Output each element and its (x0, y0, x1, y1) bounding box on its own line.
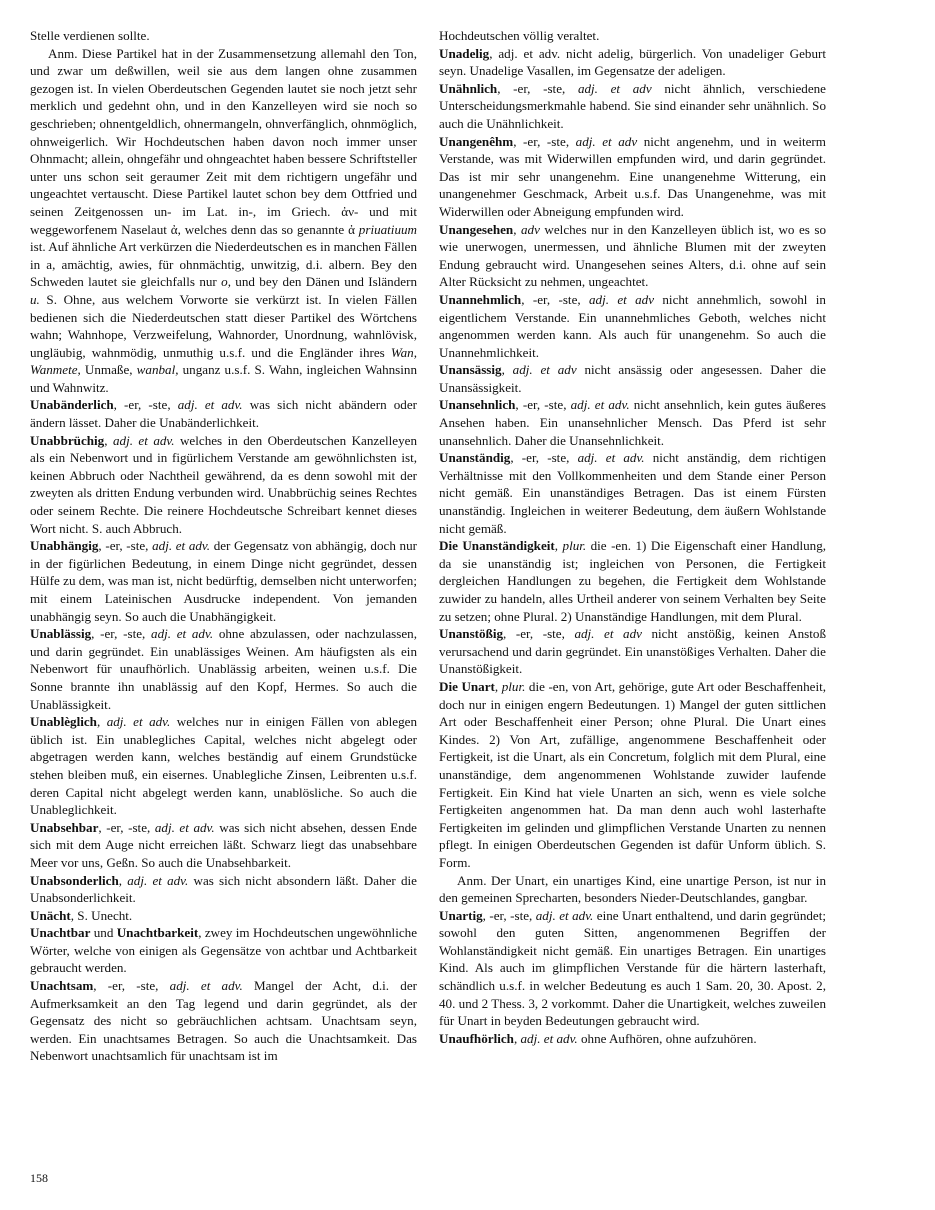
entry-italic-text: plur. (501, 678, 526, 694)
entry-headword: Unartig (439, 907, 483, 923)
entry-text: , S. Unecht. (70, 907, 133, 923)
entry-headword: Unabänderlich (30, 397, 114, 413)
entry-text: nicht ansehnlich, kein gutes äußeres Ansehen haben. Ein unansehnlicher Mensch. Das Pferd ist sehr unansehnlich. Daher die Unansehnlichkeit. (439, 397, 826, 448)
entry-text: , -er, -ste, (98, 819, 155, 835)
entry-headword: Unabhängig (30, 538, 99, 554)
dictionary-entry (439, 1030, 826, 1048)
entry-headword: Unannehmlich (439, 291, 522, 307)
entry-italic-text: Wan, Wanmete, (30, 344, 417, 378)
entry-text: nicht anstößig, keinen Anstoß verursachend und darin gegründet. Ein unanstößiges Verhalten. Daher die Unanstößigkeit. (439, 626, 826, 677)
entry-italic-text: plur. (562, 538, 587, 554)
entry-headword: Unachtsam (30, 978, 94, 994)
entry-italic-text: adj. et adv. (177, 397, 243, 413)
dictionary-entry (30, 872, 417, 907)
entry-italic-text: adj. et adv. (535, 907, 594, 923)
entry-headword: Die Unanständigkeit (439, 538, 555, 554)
entry-text: , -er, -ste, (503, 626, 575, 642)
entry-text: , -er, -ste, (93, 978, 170, 994)
entry-text: was sich nicht absondern läßt. Daher die Unabsonderlichkeit. (30, 872, 417, 906)
entry-headword: Unächt (30, 907, 71, 923)
entry-headword: Die Unart (439, 678, 495, 694)
entry-text: und (90, 925, 117, 941)
entry-headword: Unanständig (439, 450, 511, 466)
entry-text: welches in den Oberdeutschen Kanzelleyen als ein Nebenwort und in figürlichem Verstande am gewöhnlichsten ist, keinen Abbruch oder Nachtheil gewährend, da es denn sowohl mit der zweyten als dritten Endung verbunden wird. Unabbrüchig seines Rechtes oder seinem Rechte. Die reinere Hochdeutsche Schreibart kennet dieses Wort nicht. S. auch Abbruch. (30, 432, 417, 536)
entry-headword: Unabbrüchig (30, 432, 105, 448)
dictionary-entry (30, 396, 417, 431)
entry-text: unganz u.s.f. S. Wahn, ingleichen Wahnsinn und Wahnwitz. (30, 362, 417, 395)
entry-text: , zwey im Hochdeutschen ungewöhnliche Wörter, welche von einigen als Gegensätze von achtbar und Achtbarkeit gebraucht werden. (30, 925, 418, 976)
entry-text: nicht ähnlich, verschiedene Unterscheidungsmerkmahle habend. Sie sind einander sehr unähnlich. So auch die Unähnlichkeit. (439, 80, 826, 131)
entry-italic-text: adj. et adv (577, 80, 652, 96)
entry-text: die -en, von Art, gehörige, gute Art oder Beschaffenheit, doch nur in einigen engern Bedeutungen. 1) Mangel der guten sittlichen Art oder Beschaffenheit einer Person; ohne Plural. Die Unart eines Kindes. 2) Von Art, zufällige, angenommene Beschaffenheit oder Fertigkeit, ist die Unart, als ein Concretum, folglich mit dem Plural, eine unanständige, dem angenommenen Wohlstande zuwider laufende Fertigkeit. Ein Kind hat viele Unarten an sich, wenn es viele solche Fertigkeiten angenommen hat. Da man denn auch wohl lasterhafte Fertigkeiten im gelinden und glimpflichen Verstande Unarten zu nennen pflegt. In einigen Oberdeutschen Gegenden ist dafür Unform üblich. S. Form. (439, 678, 827, 870)
entry-italic-text: adj. et adv. (112, 432, 175, 448)
right-column (439, 27, 826, 1047)
entry-text: der Gegensatz von abhängig, doch nur in der figürlichen Bedeutung, in einem Dinge nicht gegründet, dessen Hülfe zu dem, was man ist, nicht bedürftig, demselben nicht unterworfen; mit einem Lateinischen Ausdrucke independent. Von jemanden unabhängig seyn. So auch die Unabhängigkeit. (30, 538, 417, 624)
entry-text: , (501, 362, 513, 378)
entry-text: , (494, 678, 502, 694)
entry-italic-text: u. (30, 291, 40, 307)
dictionary-entry (30, 537, 417, 625)
entry-text: , -er, -ste, (482, 907, 536, 923)
entry-text: , -er, -ste, (91, 626, 152, 642)
entry-text: Anm. Diese Partikel hat in der Zusammensetzung allemahl den Ton, und zwar um deßwillen, weil sie aus dem langen ohne zusammen gezogen ist. In vielen Oberdeutschen Gegenden lautet sie noch jetzt sehr merklich und gedehnt ohn, und in den Kanzelleyen wird sie noch so geschrieben; ohnentgeldlich, ohnermangeln, ohnverfänglich, ohnmöglich, ohnweigerlich. Wir Hochdeutschen haben davon noch immer unser Ohnmacht; allein, ohngefähr und ohngeachtet haben bessere Schriftsteller unter uns schon seit geraumer Zeit mit dem richtigern ungefähr und ungeachtet vertauscht. Diese Partikel lautet schon bey dem Ottfried und seinen Zeitgenossen un- im Lat. in-, im Griech. ἀν- und mit weggeworfenem Naselaut ἀ, welches denn das so genannte ἀ (30, 45, 417, 237)
entry-headword: Unadelig (439, 45, 490, 61)
entry-headword: Unabsonderlich (30, 872, 119, 888)
dictionary-entry (439, 27, 826, 45)
dictionary-entry (30, 432, 417, 538)
entry-italic-text: adj. et adv. (106, 714, 171, 730)
dictionary-entry (30, 45, 417, 397)
entry-italic-text: adj. et adv. (570, 397, 630, 413)
entry-text: Unmaße, (80, 362, 137, 378)
entry-headword: Unansässig (439, 362, 502, 378)
entry-italic-text: adj. et adv. (520, 1030, 578, 1046)
entry-headword: Unangesehen (439, 221, 514, 237)
dictionary-entry (439, 291, 826, 361)
entry-text: eine Unart enthaltend, und darin gegründet; sowohl den guten Sitten, angenommenen Begriffen der Wohlanständigkeit nicht gemäß. Ein unartiges Betragen. Ein unartiges Kind. Als auch im glimpflichen Verstande für die härtern lasterhaft, schändlich u.s.f. in welcher Bedeutung es auch 1 Sam. 20, 30. Apost. 2, 40. und 2 Thess. 3, 2 vorkommt. Daher die Unartigkeit, welches zuweilen für Unart in beyden Bedeutungen gebraucht wird. (439, 907, 827, 1029)
entry-headword: Unachtbar (30, 925, 91, 941)
entry-italic-text: adj. et adv (574, 626, 642, 642)
entry-text: Mangel der Acht, d.i. der Aufmerksamkeit an den Tag legend und darin gegründet, als der Gegensatz des nicht so gebräuchlichen achtsam. Unachtsam seyn, werden. Ein unachtsames Betragen. So auch die Unachtsamkeit. Das Nebenwort unachtsamlich für unachtsam ist im (30, 978, 417, 1064)
dictionary-entry (439, 45, 826, 80)
entry-italic-text: adj. et adv. (154, 819, 215, 835)
dictionary-entry (439, 396, 826, 449)
entry-text: , (118, 872, 128, 888)
entry-headword: Unähnlich (439, 80, 498, 96)
entry-text: Anm. Der Unart, ein unartiges Kind, eine unartige Person, ist nur in den gemeinen Sprecharten, besonders Nieder-Deutschlandes, gangbar. (439, 872, 826, 906)
dictionary-entry (439, 221, 826, 291)
entry-text: , (104, 432, 113, 448)
entry-headword: Unaufhörlich (439, 1030, 514, 1046)
entry-text: , -er, -ste, (510, 450, 578, 466)
dictionary-entry (30, 819, 417, 872)
page-number: 158 (30, 1171, 48, 1185)
entry-headword: Unabsehbar (30, 819, 99, 835)
entry-text: Stelle verdienen sollte. (30, 28, 150, 43)
dictionary-entry (30, 625, 417, 713)
entry-text: , (513, 1030, 521, 1046)
entry-text: , (554, 538, 563, 554)
entry-italic-text: adj. et adv (512, 362, 577, 378)
dictionary-entry (30, 977, 417, 1065)
entry-headword: Unablässig (30, 626, 92, 642)
dictionary-entry (439, 872, 826, 907)
entry-italic-text: priuatiuum (358, 221, 417, 237)
entry-italic-text: adv (521, 221, 540, 237)
entry-text: und bey den Dänen und Isländern (230, 274, 417, 290)
left-column (30, 27, 417, 1065)
entry-text: , (513, 221, 521, 237)
dictionary-entry (30, 27, 417, 45)
entry-text: was sich nicht abändern oder ändern lässet. Daher die Unabänderlichkeit. (30, 397, 417, 431)
entry-text: nicht anständig, dem richtigen Verhältnisse mit den Vollkommenheiten und dem Stande einer Person nicht gemäß. Ein unanständiges Betragen. Das ist einem Fürsten unanständig. Ingleichen in weiterer Bedeutung, dem äußern Wohlstande nicht gemäß. (439, 450, 826, 536)
dictionary-entry (439, 133, 826, 221)
dictionary-entry (439, 80, 826, 133)
dictionary-entry (439, 907, 826, 1030)
entry-text: die -en. 1) Die Eigenschaft einer Handlung, da sie unanständig ist; ingleichen von Personen, die Fertigkeit dergleichen Handlungen zu begehen, die Fertigkeit dem Wohlstande zuwider zu handeln, alles Urtheil anderer von seinem Verhalten bey Seite zu setzen; ohne Plural. 2) Unanständige Handlungen, mit dem Plural. (439, 538, 827, 624)
entry-text: , (96, 714, 107, 730)
entry-italic-text: adj. et adv. (577, 450, 645, 466)
entry-text: , adj. et adv. nicht adelig, bürgerlich. Von unadeliger Geburt seyn. Unadelige Vasallen, im Gegensatze der adeligen. (439, 45, 826, 79)
dictionary-entry (439, 361, 826, 396)
entry-italic-text: adj. et adv (575, 133, 638, 149)
entry-italic-text: adj. et adv. (151, 626, 214, 642)
entry-text: Hochdeutschen völlig veraltet. (439, 28, 600, 43)
entry-text: was sich nicht absehen, dessen Ende sich mit dem Auge nicht erreichen läßt. Schwarz liegt das unabsehbare Meer vor uns, Geßn. So auch die Unabsehbarkeit. (30, 819, 417, 870)
entry-headword: Unangenêhm (439, 133, 514, 149)
dictionary-entry (30, 713, 417, 819)
entry-italic-text: wanbal, (136, 362, 179, 378)
entry-italic-text: adj. et adv. (152, 538, 211, 554)
entry-text: , -er, -ste, (113, 397, 178, 413)
entry-text: , -er, -ste, (98, 538, 153, 554)
entry-italic-text: adj. et adv. (169, 978, 243, 994)
entry-italic-text: o, (221, 274, 231, 290)
entry-text: S. Ohne, aus welchem Vorworte sie verkürzt ist. In vielen Fällen bedienen sich die Niederdeutschen statt dieser Partikel des Wörtchens wahn; Wahnhope, Verzweifelung, Wahnorder, Unordnung, wahnlövisk, ungläubig, wahnmödig, unmuthig u.s.f. und die Engländer ihres (30, 291, 417, 360)
entry-text: welches nur in den Kanzelleyen üblich ist, wo es so wie unerwogen, unermessen, und ähnliche Blumen mit der zweyten Endung gebraucht wird. Unangesehen seines Alters, d.i. ohne auf sein Alter Rücksicht zu nehmen, ungeachtet. (439, 221, 826, 290)
entry-headword: Unablèglich (30, 714, 97, 730)
dictionary-entry (439, 537, 826, 625)
entry-text: ohne abzulassen, oder nachzulassen, und darin gegründet. Ein unablässiges Weinen. Am häufigsten als ein Nebenwort für unaufhörlich. Unablässig arbeiten, weinen u.s.f. Die Sonne brannte ihn unablässig auf den Kopf, Hermes. So auch die Unablässigkeit. (30, 626, 418, 712)
entry-text: nicht angenehm, und in weiterm Verstande, was mit Widerwillen empfunden wird, und darin gegründet. Das ist mir sehr unangenehm. Eine unangenehme Witterung, ein unangenehmer Geschmack, Arbeit u.s.f. Das Unangenehme, was mit Widerwillen oder Abneigung empfunden wird. (439, 133, 826, 219)
entry-italic-text: adj. et adv. (127, 872, 189, 888)
entry-text: ohne Aufhören, ohne aufzuhören. (577, 1030, 757, 1046)
dictionary-entry (439, 449, 826, 537)
entry-text: , -er, -ste, (521, 291, 589, 307)
entry-text: nicht ansässig oder angesessen. Daher die Unansässigkeit. (439, 362, 826, 395)
entry-headword: Unansehnlich (439, 397, 516, 413)
entry-text: nicht annehmlich, sowohl in eigentlichem Verstande. Ein unannehmliches Geboth, welches nicht angenommen werden kann. Als auch für unangenehm. So auch die Unannehmlichkeit. (439, 291, 826, 360)
entry-text: , -er, -ste, (513, 133, 576, 149)
dictionary-entry (439, 678, 826, 872)
dictionary-entry (30, 924, 417, 977)
entry-text: welches nur in einigen Fällen von ablegen üblich ist. Ein unablegliches Capital, welches nicht abgelegt oder abgetragen werden kann, welches beständig auf einem Grundstücke stehen bleiben muß, ein eisernes. Unablegliche Zinsen, Leibrenten u.s.f. deren Capital nicht abgelegt werden kann, unablösliche. So auch die Unableglichkeit. (30, 714, 417, 818)
entry-headword: Unachtbarkeit (116, 925, 199, 941)
entry-italic-text: adj. et adv (589, 291, 655, 307)
entry-text: , -er, -ste, (497, 80, 578, 96)
entry-text: ist. Auf ähnliche Art verkürzen die Niederdeutschen es in manchen Fällen in a, amächtig, awies, für ohnmächtig, unwitzig, d.i. albern. Bey den Schweden lautet sie gleichfalls nur (30, 239, 417, 290)
dictionary-entry (439, 625, 826, 678)
entry-text: , -er, -ste, (515, 397, 571, 413)
entry-headword: Unanstößig (439, 626, 504, 642)
dictionary-entry (30, 907, 417, 925)
